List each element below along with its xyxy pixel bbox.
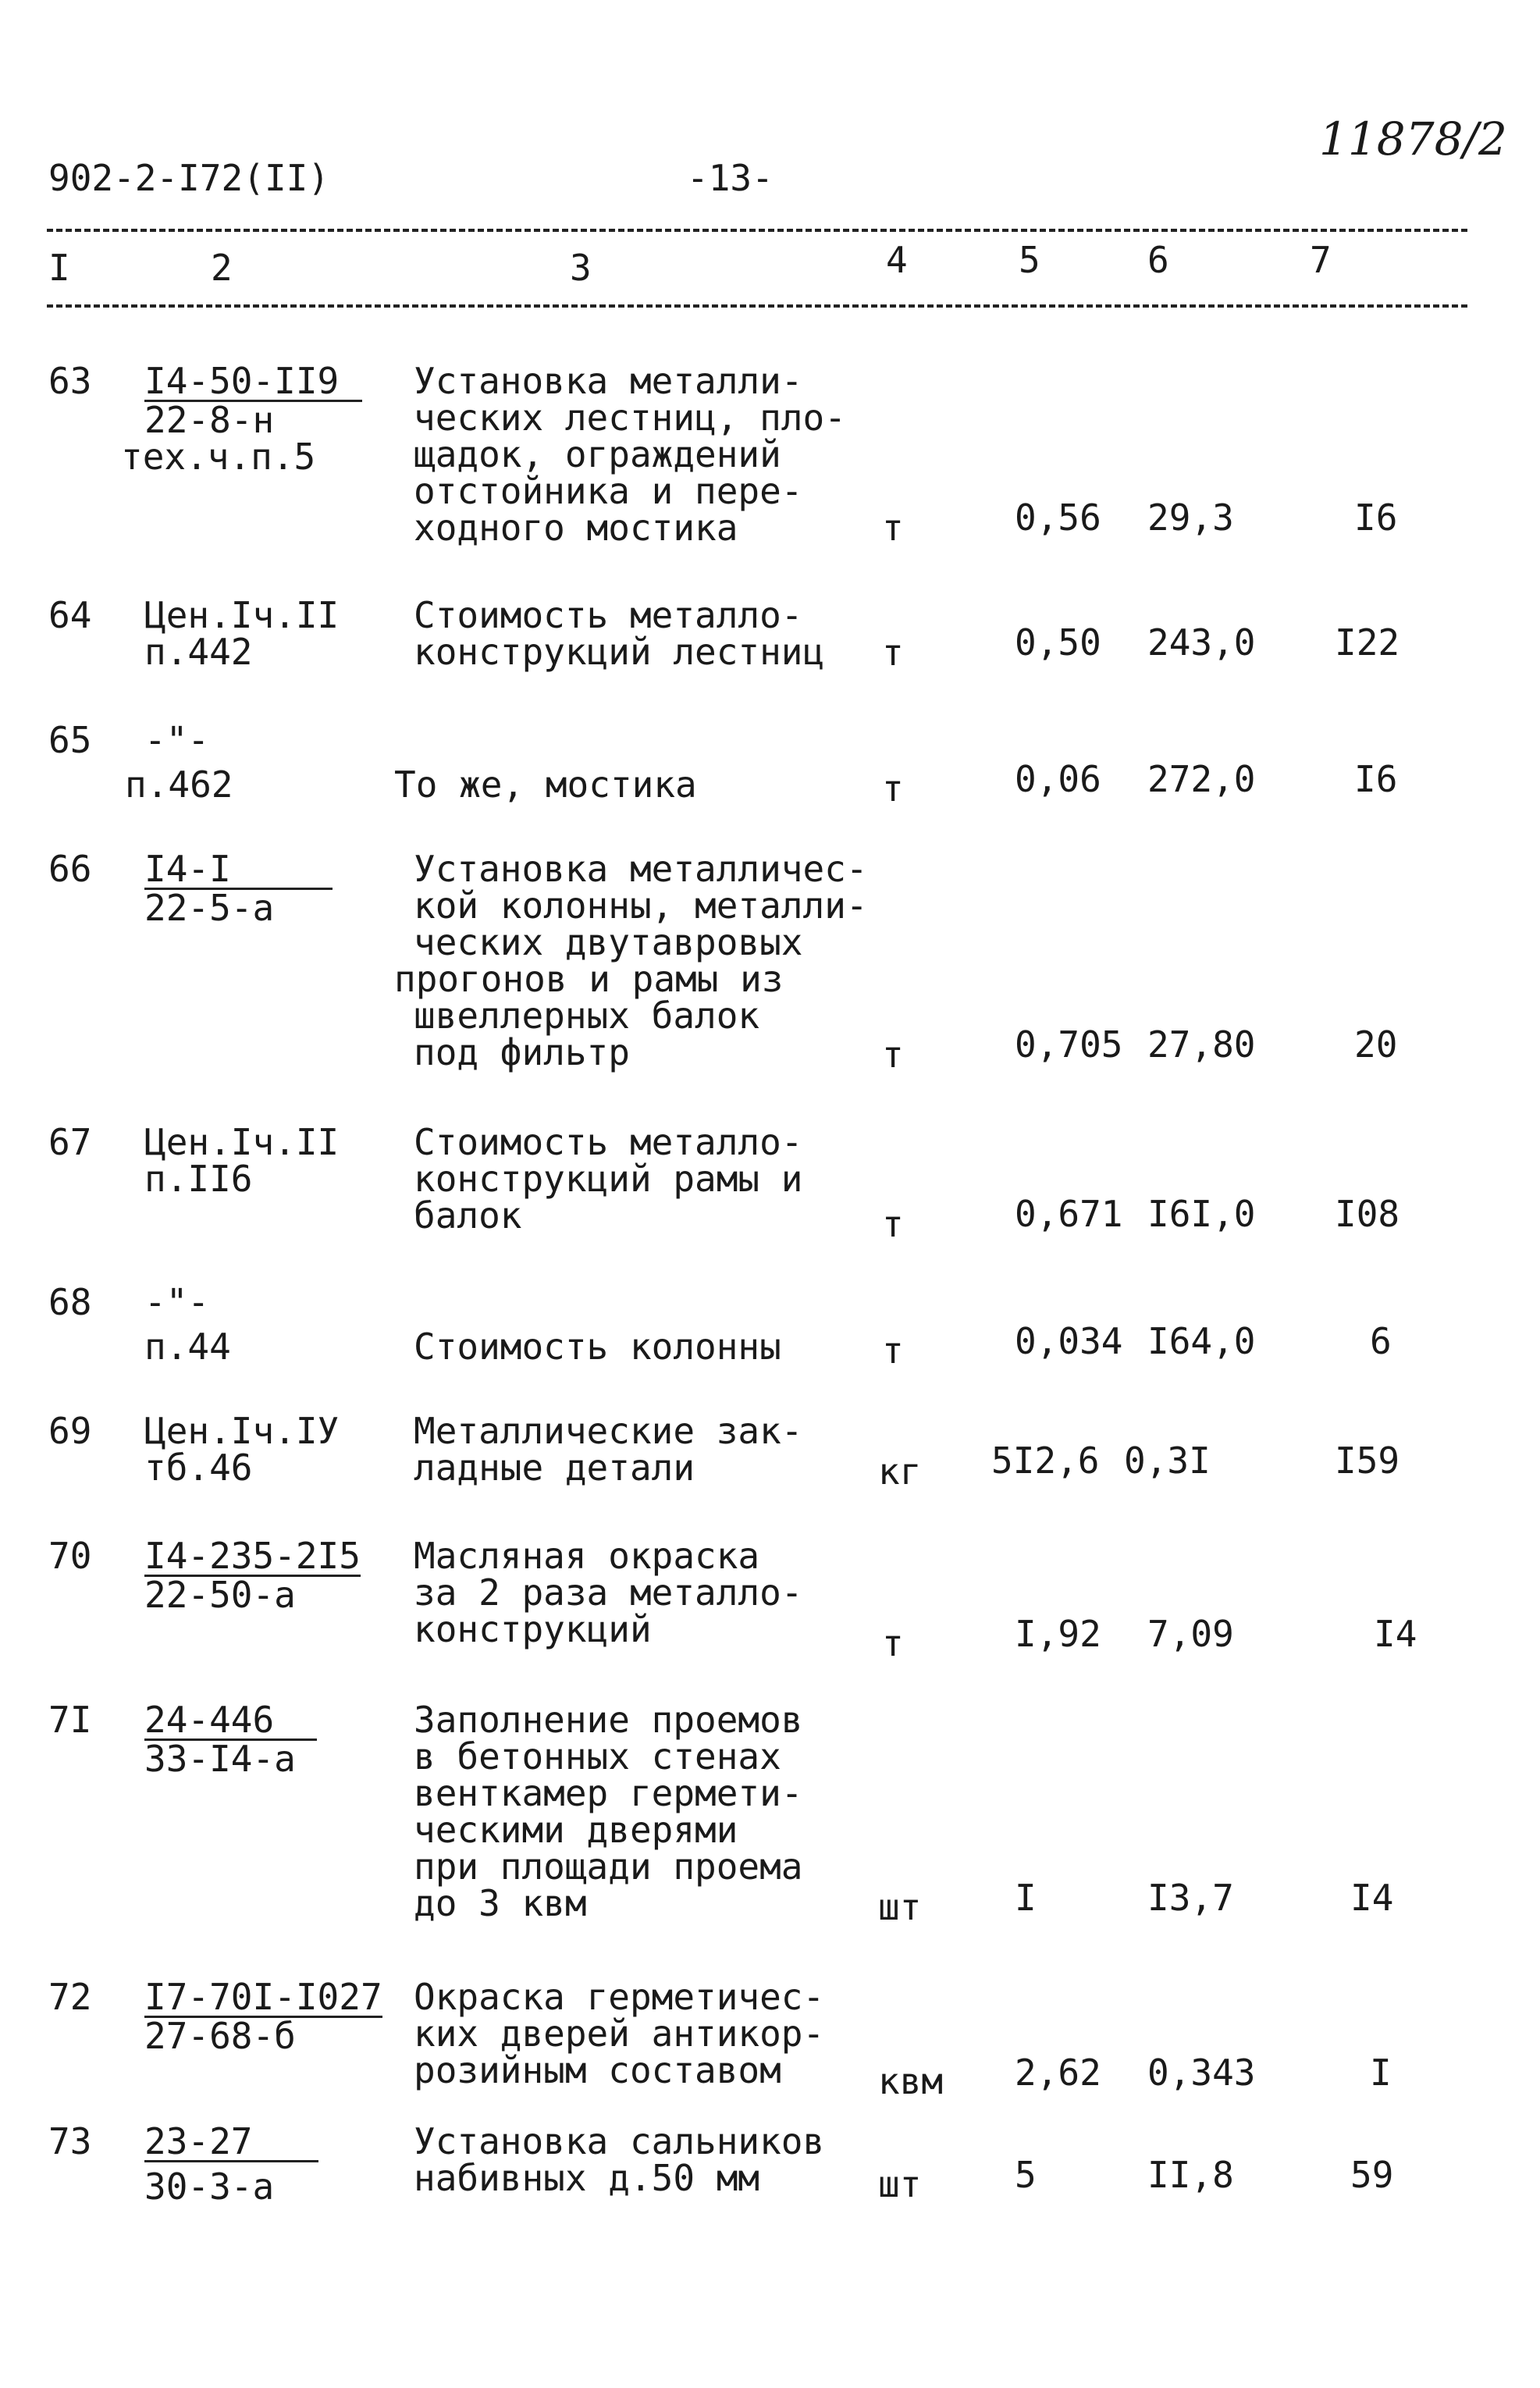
row-code: -"- п.462 <box>125 719 233 806</box>
row-unit: т <box>882 767 904 810</box>
row-price: 272,0 <box>1147 758 1256 800</box>
row-code: Цен.Iч.IУ тб.46 <box>144 1410 340 1489</box>
row-quantity: 0,034 <box>1015 1320 1123 1362</box>
row-number: 65 <box>48 719 92 761</box>
row-total: I <box>1370 2052 1392 2094</box>
row-total: I6 <box>1354 758 1398 800</box>
row-quantity: 2,62 <box>1015 2052 1101 2094</box>
row-description: Стоимость колонны <box>414 1326 781 1368</box>
row-description: Стоимость металло- конструкций лестниц <box>414 594 825 673</box>
row-code: I4-235-2I5 22-50-а <box>144 1535 361 1616</box>
row-number: 73 <box>48 2120 92 2162</box>
row-code: Цен.Iч.II п.II6 <box>144 1121 340 1200</box>
row-price: 29,3 <box>1147 496 1234 539</box>
row-quantity: 0,705 <box>1015 1023 1123 1066</box>
row-code: I4-I 22-5-а <box>144 851 333 927</box>
row-price: I6I,0 <box>1147 1193 1256 1235</box>
row-code: I4-50-II9 22-8-н тех.ч.п.5 <box>144 363 362 475</box>
row-unit: т <box>882 1622 904 1664</box>
row-price: II,8 <box>1147 2154 1234 2196</box>
row-number: 7I <box>48 1699 92 1741</box>
row-unit: т <box>882 1329 904 1372</box>
row-code: Цен.Iч.II п.442 <box>144 594 340 673</box>
row-description: Установка металличес- кой колонны, металли- ческих двутавровых прогонов и рамы из швеллерных балок под фильтр <box>394 848 868 1073</box>
row-unit: т <box>882 632 904 674</box>
row-description: Окраска герметичес- ких дверей антикор- розийным составом <box>414 1976 825 2091</box>
row-number: 66 <box>48 848 92 890</box>
row-description: Установка металли- ческих лестниц, пло- щадок, ограждений отстойника и пере- ходного мостика <box>414 360 846 549</box>
row-number: 64 <box>48 594 92 636</box>
row-quantity: 0,06 <box>1015 758 1101 800</box>
row-unit: кг <box>878 1450 922 1493</box>
row-total: I59 <box>1335 1440 1400 1482</box>
row-total: I08 <box>1335 1193 1400 1235</box>
row-price: 7,09 <box>1147 1613 1234 1655</box>
sheet-number: 11878/2 <box>1319 112 1507 165</box>
row-quantity: I,92 <box>1015 1613 1101 1655</box>
column-header-6: 6 <box>1147 239 1169 281</box>
row-description: То же, мостика <box>394 763 697 806</box>
row-description: Заполнение проемов в бетонных стенах венткамер гермети- ческими дверями при площади проема до 3 квм <box>414 1699 803 1924</box>
header-rule-top <box>47 229 1467 232</box>
row-unit: квм <box>878 2060 944 2102</box>
row-unit: т <box>882 1034 904 1076</box>
page-number: -13- <box>687 157 774 199</box>
row-description: Установка сальников набивных д.50 мм <box>414 2120 825 2199</box>
row-unit: шт <box>878 1886 922 1928</box>
row-total: I22 <box>1335 621 1400 664</box>
row-code: I7-70I-I027 27-68-б <box>144 1976 382 2057</box>
document-code: 902-2-I72(II) <box>48 157 330 199</box>
row-unit: т <box>882 1203 904 1245</box>
row-price: 27,80 <box>1147 1023 1256 1066</box>
column-header-2: 2 <box>211 247 233 289</box>
column-header-5: 5 <box>1019 239 1040 281</box>
row-price: 0,343 <box>1147 2052 1256 2094</box>
column-header-1: I <box>48 247 70 289</box>
row-quantity: 0,50 <box>1015 621 1101 664</box>
column-header-7: 7 <box>1310 239 1332 281</box>
row-description: Стоимость металло- конструкций рамы и балок <box>414 1121 803 1237</box>
row-description: Масляная окраска за 2 раза металло- конструкций <box>414 1535 803 1650</box>
row-unit: т <box>882 507 904 549</box>
row-price: I3,7 <box>1147 1877 1234 1919</box>
header-rule-bottom <box>47 304 1467 308</box>
row-total: 20 <box>1354 1023 1398 1066</box>
column-header-3: 3 <box>570 247 592 289</box>
row-price: 0,3I <box>1124 1440 1211 1482</box>
row-number: 63 <box>48 360 92 402</box>
row-quantity: 0,56 <box>1015 496 1101 539</box>
row-price: I64,0 <box>1147 1320 1256 1362</box>
row-code: 24-446 33-I4-а <box>144 1702 317 1778</box>
row-total: I4 <box>1350 1877 1394 1919</box>
row-total: 59 <box>1350 2154 1394 2196</box>
row-price: 243,0 <box>1147 621 1256 664</box>
row-unit: шт <box>878 2163 922 2205</box>
row-number: 67 <box>48 1121 92 1163</box>
row-code: 23-27 30-3-а <box>144 2123 318 2205</box>
row-number: 68 <box>48 1281 92 1323</box>
row-quantity: 5I2,6 <box>991 1440 1100 1482</box>
row-code: -"- п.44 <box>144 1281 231 1368</box>
row-number: 69 <box>48 1410 92 1452</box>
row-quantity: 5 <box>1015 2154 1037 2196</box>
row-description: Металлические зак- ладные детали <box>414 1410 803 1489</box>
row-quantity: 0,671 <box>1015 1193 1123 1235</box>
row-quantity: I <box>1015 1877 1037 1919</box>
row-total: 6 <box>1370 1320 1392 1362</box>
row-number: 72 <box>48 1976 92 2018</box>
row-total: I4 <box>1374 1613 1417 1655</box>
row-number: 70 <box>48 1535 92 1577</box>
column-header-4: 4 <box>886 239 908 281</box>
row-total: I6 <box>1354 496 1398 539</box>
